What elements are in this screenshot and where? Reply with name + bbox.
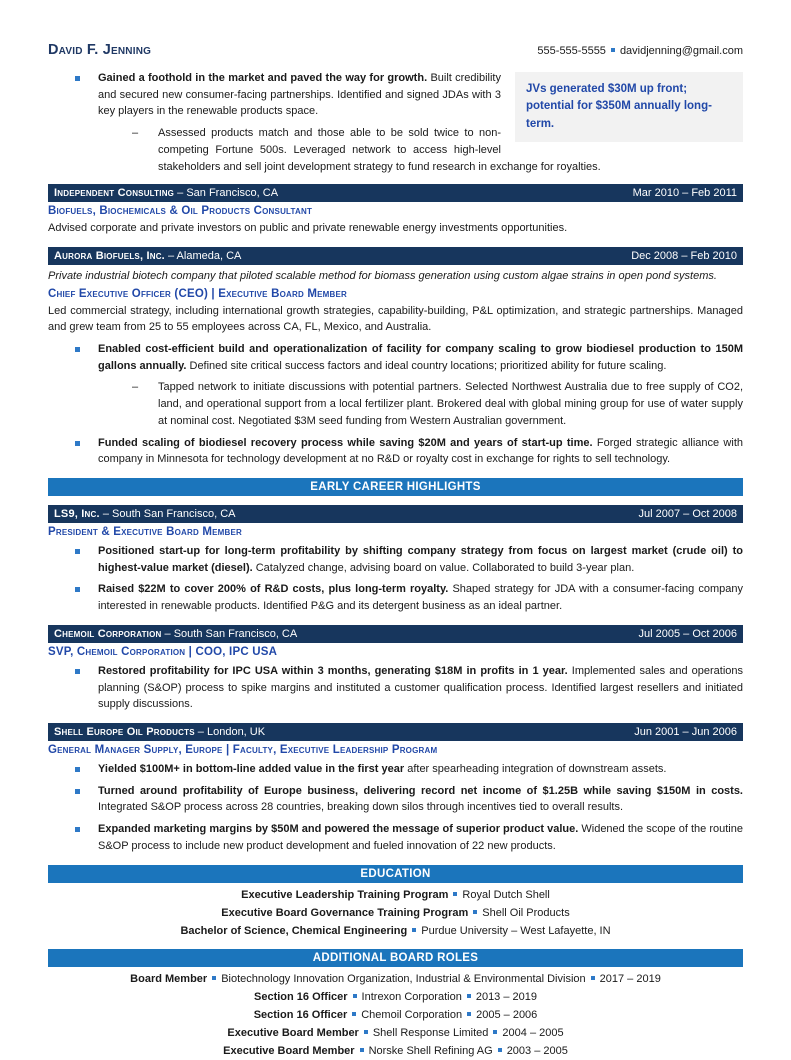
job-summary: Advised corporate and private investors on public and private renewable energy investments opportunities. [48,222,568,235]
bullet-text: Defined site critical success factors and ideal country locations; prioritized ability for future scaling. [186,359,667,372]
center-line [48,1008,743,1024]
separator-square-icon [360,1048,364,1052]
sub-bullet-text: Assessed products match and those able to be sold twice to non-competing Fortune 500s. Leveraged network to access high-level stakeholders and sell joint development strategy to fund research in exchange for royalties. [158,127,601,173]
line-part: Shell Oil Products [482,906,570,919]
bullet-text: Shaped strategy for JDA with a consumer-facing company interested in renewable products. Identified P&G and its detergent business as an ideal partner. [98,583,743,613]
line-bold: Bachelor of Science, Chemical Engineering [180,924,408,937]
bullet-item [48,435,743,468]
bullet-item [48,543,743,576]
job-location: – Alameda, CA [164,250,242,263]
job-company-location [54,628,297,640]
bullet-square-icon [75,549,80,554]
bullet-bold-text: Funded scaling of biodiesel recovery process while saving $20M and years of start-up time. [98,436,593,449]
center-line [48,972,743,988]
line-part: 2017 – 2019 [599,973,661,986]
job-location: – London, UK [194,726,266,739]
job-location: – South San Francisco, CA [99,508,236,520]
center-line [48,1026,743,1042]
line-part: Royal Dutch Shell [462,888,550,901]
board-roles-list [48,972,743,1060]
job-section [48,505,743,615]
page-header [48,42,743,58]
bullet-bold-text: Raised $22M to cover 200% of R&D costs, plus long-term royalty. [98,583,449,596]
line-bold: Executive Board Member [227,1027,359,1040]
center-line [48,990,743,1006]
job-title: SVP, Chemoil Corporation | COO, IPC USA [48,645,278,658]
line-part: 2004 – 2005 [502,1027,564,1040]
line-part: Purdue University – West Lafayette, IN [421,924,611,937]
bullet-item [48,663,743,713]
bullet-square-icon [75,441,80,446]
line-part: 2013 – 2019 [475,991,537,1004]
job-company-location [54,726,265,738]
job-dates: Jul 2007 – Oct 2008 [638,508,737,520]
bullet-bold-text: Enabled cost-efficient build and operationalization of facility for company scaling to grow biodiesel production to 150M gallons annually. [98,342,743,372]
job-section [48,625,743,713]
center-line [48,1044,743,1060]
bullet-text: Widened the scope of the routine S&OP process to include new product development and fueled innovation of 22 new products. [98,823,743,852]
job-dates: Mar 2010 – Feb 2011 [632,187,737,200]
callout-box: JVs generated $30M up front; potential for $350M annually long-term. [515,72,743,142]
job-header-bar [48,184,743,202]
job-summary: Led commercial strategy, including international growth strategies, capability-building, P&L optimization, and strategic partnerships. Managed and grew team from 25 to 55 employees across CA, FL, Mexico, and Australia. [48,304,743,334]
job-company: Shell Europe Oil Products [54,726,195,739]
job-company: LS9, Inc. [54,508,100,520]
job-location: – South San Francisco, CA [161,627,298,640]
job-header-bar [48,723,743,741]
job-title: General Manager Supply, Europe | Faculty, Executive Leadership Program [48,744,438,757]
bullet-square-icon [75,827,80,832]
line-part: Biotechnology Innovation Organization, Industrial & Environmental Division [221,973,586,986]
separator-square-icon [453,892,457,896]
bullet-text: Integrated S&OP process across 28 countries, breaking down silos through incentives tied to overall results. [98,801,624,814]
line-part: Shell Response Limited [372,1027,489,1040]
job-company: Independent Consulting [54,187,175,200]
bullet-bold-text: Expanded marketing margins by $50M and powered the message of superior product value. [98,823,579,836]
line-part: Chemoil Corporation [361,1009,463,1022]
lead-section [48,70,743,175]
job-dates: Dec 2008 – Feb 2010 [631,250,737,263]
phone-number: 555-555-5555 [537,45,606,57]
sections [48,184,743,1060]
separator-square-icon [212,976,216,980]
section-banner: EDUCATION [48,865,743,883]
bullet-item [48,341,743,374]
line-bold: Executive Leadership Training Program [241,888,449,901]
candidate-name: David F. Jenning [48,42,152,58]
job-section [48,247,743,468]
bullet-item [48,581,743,614]
bullet-bold-text: Gained a foothold in the market and paved the way for growth. [98,72,428,84]
job-location: – San Francisco, CA [174,187,279,200]
bullet-text: Implemented sales and operations planning (S&OP) process to spike margins and instituted a customer qualification process. Identified largest resellers and initiated supply discussions. [98,664,743,711]
bullet-item [48,761,743,778]
bullet-text: Built credibility and secured new consumer-facing partnerships. Identified and signed JDAs with 3 key players in the renewable products space. [98,72,501,118]
bullet-square-icon [75,587,80,592]
bullet-text: after spearheading integration of downstream assets. [404,763,667,776]
job-company-location [54,250,241,262]
job-company-location [54,508,236,520]
line-bold: Section 16 Officer [253,1009,348,1022]
education-list [48,888,743,940]
line-part: 2003 – 2005 [506,1045,568,1058]
bullet-bold-text: Restored profitability for IPC USA within 3 months, generating $18M in profits in 1 year. [98,664,568,677]
bullet-square-icon [75,789,80,794]
bullet-bold-text: Positioned start-up for long-term profitability by shifting company strategy from focus on largest market (crude oil) to highest-value market (diesel). [98,545,743,574]
company-description: Private industrial biotech company that piloted scalable method for biomass generation using custom algae strains in open pond systems. [48,270,717,283]
center-line [48,888,743,904]
job-header-bar [48,505,743,523]
line-bold: Executive Board Member [223,1045,355,1058]
job-dates: Jul 2005 – Oct 2006 [638,627,737,640]
separator-square-icon [364,1030,368,1034]
separator-square-icon [352,1012,356,1016]
bullet-item [48,70,743,120]
section-banner: ADDITIONAL BOARD ROLES [48,949,743,967]
bullet-square-icon [75,669,80,674]
job-title: President & Executive Board Member [48,526,243,538]
center-line [48,924,743,940]
contact-info [537,45,743,57]
separator-square-icon [493,1030,497,1034]
separator-square-icon [353,994,357,998]
separator-square-icon [611,48,615,52]
bullet-text: Forged strategic alliance with company in Minnesota for technology development at no R&D or royalty cost in exchange for rights to sell technology. [98,436,743,466]
separator-square-icon [591,976,595,980]
job-company: Chemoil Corporation [54,627,162,640]
bullet-square-icon [75,767,80,772]
sub-bullet-item [48,125,743,175]
center-line [48,906,743,922]
job-section [48,184,743,237]
job-header-bar [48,625,743,643]
job-section [48,723,743,855]
job-company-location [54,187,278,199]
bullet-item [48,783,743,816]
section-banner: EARLY CAREER HIGHLIGHTS [48,478,743,496]
bullet-square-icon [75,76,80,81]
bullet-bold-text: Turned around profitability of Europe business, delivering record net income of $1.25B while saving $150M in costs. [98,784,743,797]
job-header-bar [48,247,743,265]
dash-icon: – [132,381,139,394]
line-bold: Board Member [130,973,208,986]
line-part: Norske Shell Refining AG [368,1045,493,1058]
bullet-square-icon [75,347,80,352]
line-part: 2005 – 2006 [476,1009,538,1022]
line-bold: Executive Board Governance Training Program [221,906,469,919]
separator-square-icon [473,910,477,914]
job-dates: Jun 2001 – Jun 2006 [634,726,737,739]
bullet-bold-text: Yielded $100M+ in bottom-line added value in the first year [98,763,405,776]
line-bold: Section 16 Officer [254,991,348,1004]
bullet-text: Catalyzed change, advising board on value. Collaborated to build 3-year plan. [252,561,635,574]
job-title: Chief Executive Officer (CEO) | Executive Board Member [48,287,348,300]
separator-square-icon [498,1048,502,1052]
sub-bullet-item [48,379,743,429]
job-title: Biofuels, Biochemicals & Oil Products Consultant [48,205,313,218]
separator-square-icon [467,1012,471,1016]
email-address: davidjenning@gmail.com [619,45,743,57]
bullet-item [48,821,743,854]
line-part: Intrexon Corporation [361,991,462,1004]
sub-bullet-text: Tapped network to initiate discussions with potential partners. Selected Northwest Australia due to free supply of CO2, land, and operational support from a local fertilizer plant. Brokered deal with global mining group for use of water supply at nominal cost. Negotiated $3M seed funding from Western Australian government. [158,381,743,427]
separator-square-icon [467,994,471,998]
dash-icon: – [132,127,139,140]
job-company: Aurora Biofuels, Inc. [54,250,165,263]
separator-square-icon [412,928,416,932]
